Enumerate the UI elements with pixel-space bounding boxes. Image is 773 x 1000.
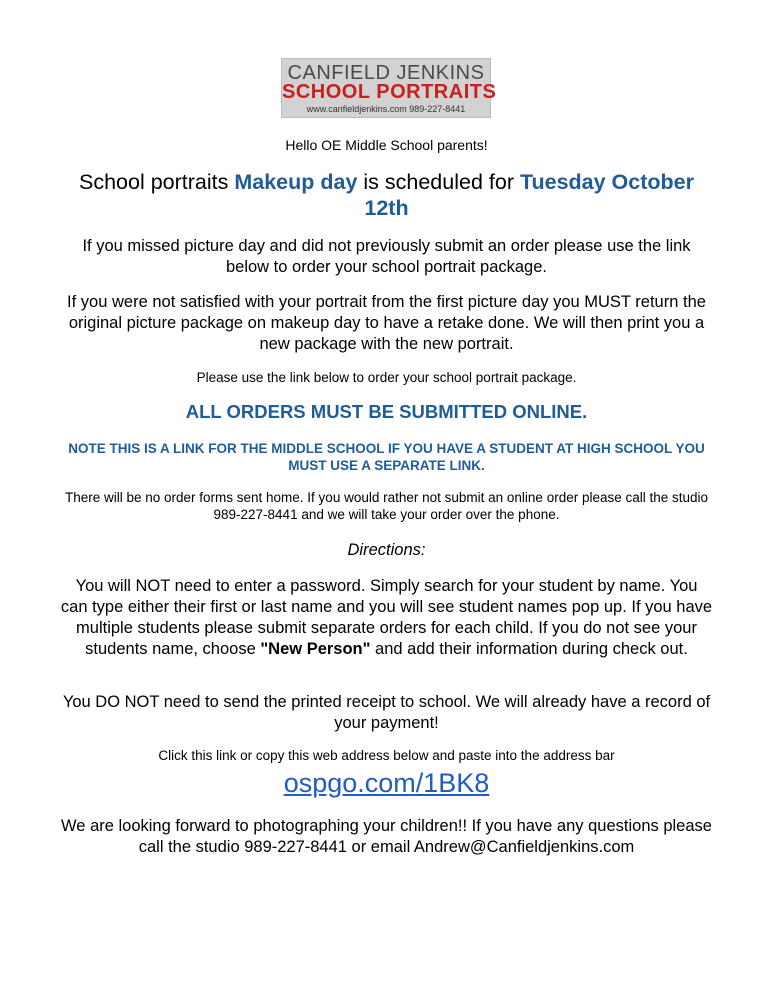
middle-school-link-note: NOTE THIS IS A LINK FOR THE MIDDLE SCHOOL IF YOU HAVE A STUDENT AT HIGH SCHOOL YOU MUST USE A SEPARATE LINK. (68, 441, 705, 473)
headline-text-2: is scheduled for (357, 170, 520, 194)
receipt-paragraph: You DO NOT need to send the printed receipt to school. We will already have a record of your payment! (62, 693, 711, 732)
directions-heading: Directions: (347, 541, 426, 559)
retake-paragraph: If you were not satisfied with your portrait from the first picture day you MUST return the original picture package on makeup day to have a retake done. We will then print you a new package with the new portrait. (67, 293, 706, 353)
logo-company-name: CANFIELD JENKINS (287, 62, 485, 84)
online-orders-notice: ALL ORDERS MUST BE SUBMITTED ONLINE. (185, 401, 588, 422)
headline (60, 169, 713, 221)
click-link-instruction: Click this link or copy this web address below and paste into the address bar (158, 748, 615, 763)
directions-text-1: You will NOT need to enter a password. Simply search for your student by name. You can type either their first or last name and you will see student names pop up. If you have multiple students please submit separate orders for each child. If you do not see your students name, choose (60, 577, 713, 658)
link-instruction: Please use the link below to order your school portrait package. (196, 370, 577, 385)
logo-school-portraits: SCHOOL PORTRAITS (282, 81, 497, 103)
company-logo (281, 58, 497, 118)
directions-text-2: and add their information during check out. (370, 640, 688, 658)
new-person-option: "New Person" (260, 640, 371, 658)
order-link-container (60, 767, 713, 799)
directions-paragraph (60, 576, 713, 660)
headline-date: Tuesday October 12th (364, 170, 694, 220)
no-order-forms-paragraph: There will be no order forms sent home. If you would rather not submit an online order please call the studio 989-227-8441 and we will take your order over the phone. (64, 490, 709, 522)
missed-picture-day-paragraph: If you missed picture day and did not previously submit an order please use the link below to order your school portrait package. (82, 237, 691, 276)
closing-paragraph: We are looking forward to photographing your children!! If you have any questions please call the studio 989-227-8441 or email Andrew@Canfieldjenkins.com (61, 817, 712, 856)
headline-text-1: School portraits (78, 170, 235, 194)
headline-makeup-day: Makeup day (234, 170, 358, 194)
greeting: Hello OE Middle School parents! (285, 137, 488, 153)
logo-contact: www.canfieldjenkins.com 989-227-8441 (306, 104, 466, 114)
order-link[interactable]: ospgo.com/1BK8 (283, 768, 490, 798)
